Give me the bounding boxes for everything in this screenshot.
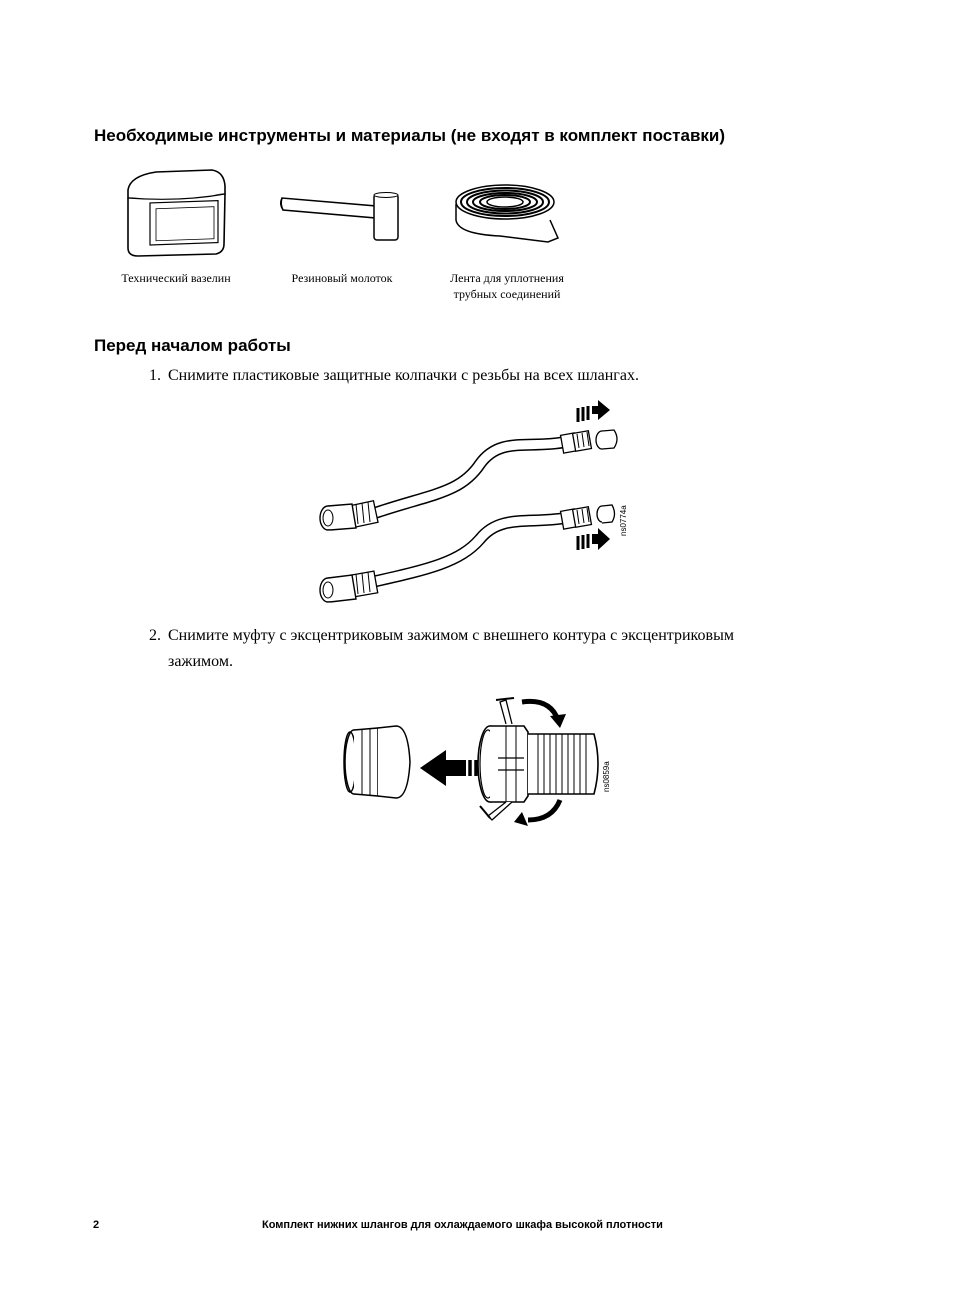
grease-caption: Технический вазелин (121, 271, 231, 285)
rubber-mallet-icon (278, 190, 404, 246)
step-2 (149, 623, 829, 675)
tape-caption (430, 270, 584, 302)
before-heading: Перед началом работы (94, 336, 291, 355)
tape-caption-line-1: Лента для уплотнения (450, 271, 564, 285)
step-1-text: Снимите пластиковые защитные колпачки с резьбы на всех шлангах. (168, 367, 639, 384)
step-2-text-line-2: зажимом. (168, 653, 233, 670)
mallet-caption: Резиновый молоток (291, 271, 393, 285)
sealing-tape-roll-icon (450, 180, 564, 246)
step-1-number: 1. (149, 367, 161, 384)
hoses-caps-figure (310, 394, 640, 612)
footer-title: Комплект нижних шлангов для охлаждаемого шкафа высокой плотности (262, 1219, 663, 1231)
step-1 (149, 363, 789, 389)
tape-caption-line-2: трубных соединений (453, 287, 561, 301)
figure-1-code: ns0774a (619, 505, 628, 536)
step-2-number: 2. (149, 627, 161, 644)
cam-lock-removal-figure (338, 688, 618, 830)
step-2-text-line-1: Снимите муфту с эксцентриковым зажимом с внешнего контура с эксцентриковым (168, 627, 734, 644)
footer-page-number: 2 (93, 1219, 100, 1231)
figure-2-code: ns0859a (602, 761, 611, 792)
tools-heading: Необходимые инструменты и материалы (не входят в комплект поставки) (94, 126, 726, 145)
grease-jar-icon (120, 168, 232, 260)
